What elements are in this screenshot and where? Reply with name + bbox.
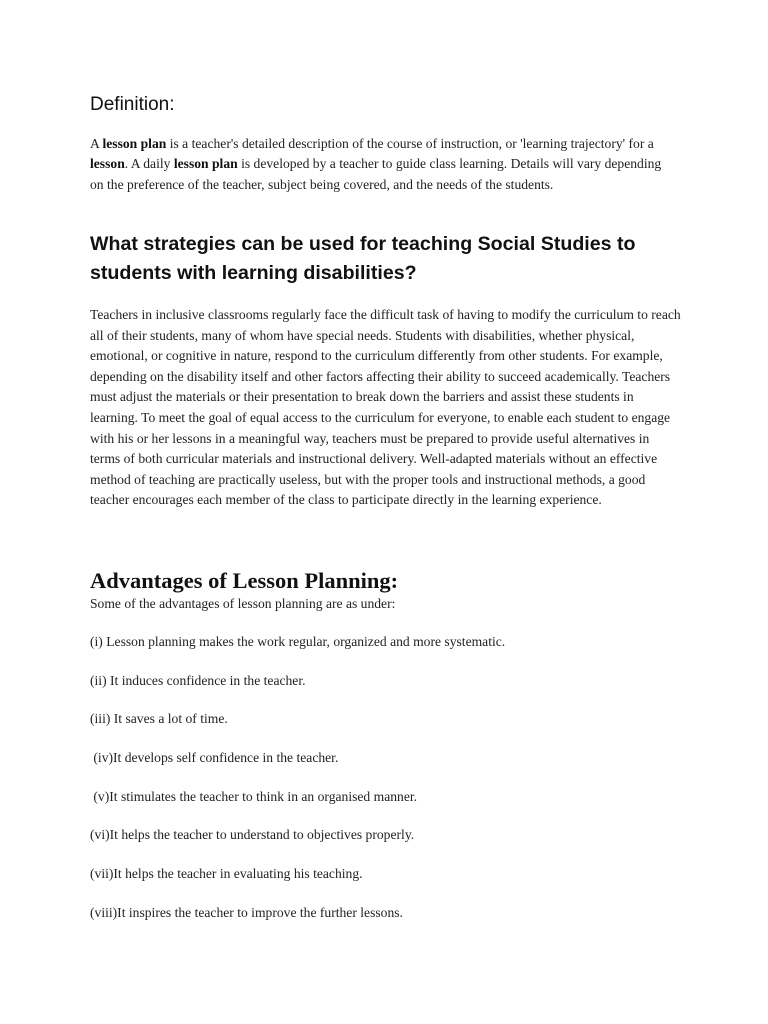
definition-bold-term: lesson xyxy=(90,156,125,172)
strategies-paragraph: Teachers in inclusive classrooms regularly face the difficult task of having to modify the curriculum to reach all of their students, many of whom have special needs. Students with disabilities, whether physical, emotional, or cognitive in nature, respond to the curriculum differently from other students. For example, depending on the disability itself and other factors affecting their ability to succeed academically. Teachers must adjust the materials or their presentation to break down the barriers and assist these students in learning. To meet the goal of equal access to the curriculum for everyone, to enable each student to engage with his or her lessons in a meaningful way, teachers must be prepared to provide useful alternatives in terms of both curricular materials and instructional delivery. Well-adapted materials without an effective method of teaching are practically useless, but with the proper tools and instructional methods, a good teacher encourages each member of the class to participate directly in the learning experience. xyxy=(90,307,681,508)
advantage-item: (ii) It induces confidence in the teacher. xyxy=(90,673,306,688)
advantage-item: (v)It stimulates the teacher to think in an organised manner. xyxy=(90,789,418,804)
advantages-intro: Some of the advantages of lesson planning are as under: xyxy=(90,596,396,611)
strategies-heading: What strategies can be used for teaching Social Studies to students with learning disabilities? xyxy=(90,233,636,284)
advantage-item: (vi)It helps the teacher to understand to objectives properly. xyxy=(90,827,415,842)
definition-text-part: is developed by a teacher to guide class learning. Details will vary depending on the preference of the teacher, subject being covered, and the needs of the students. xyxy=(90,156,662,192)
advantage-item: (i) Lesson planning makes the work regular, organized and more systematic. xyxy=(90,634,506,649)
advantages-heading: Advantages of Lesson Planning: xyxy=(90,568,399,593)
definition-heading: Definition: xyxy=(90,94,175,115)
definition-text-part: is a teacher's detailed description of the course of instruction, or 'learning trajectory' for a xyxy=(166,136,654,151)
definition-bold-term: lesson plan xyxy=(173,156,238,172)
advantage-item: (iv)It develops self confidence in the teacher. xyxy=(90,750,339,765)
definition-text-part: A xyxy=(90,136,103,151)
advantage-item: (viii)It inspires the teacher to improve the further lessons. xyxy=(90,905,403,920)
definition-text-part: . A daily xyxy=(124,156,174,172)
definition-bold-term: lesson plan xyxy=(102,136,167,151)
definition-paragraph xyxy=(90,134,670,195)
advantage-item: (vii)It helps the teacher in evaluating his teaching. xyxy=(90,866,363,881)
advantage-item: (iii) It saves a lot of time. xyxy=(90,711,228,726)
